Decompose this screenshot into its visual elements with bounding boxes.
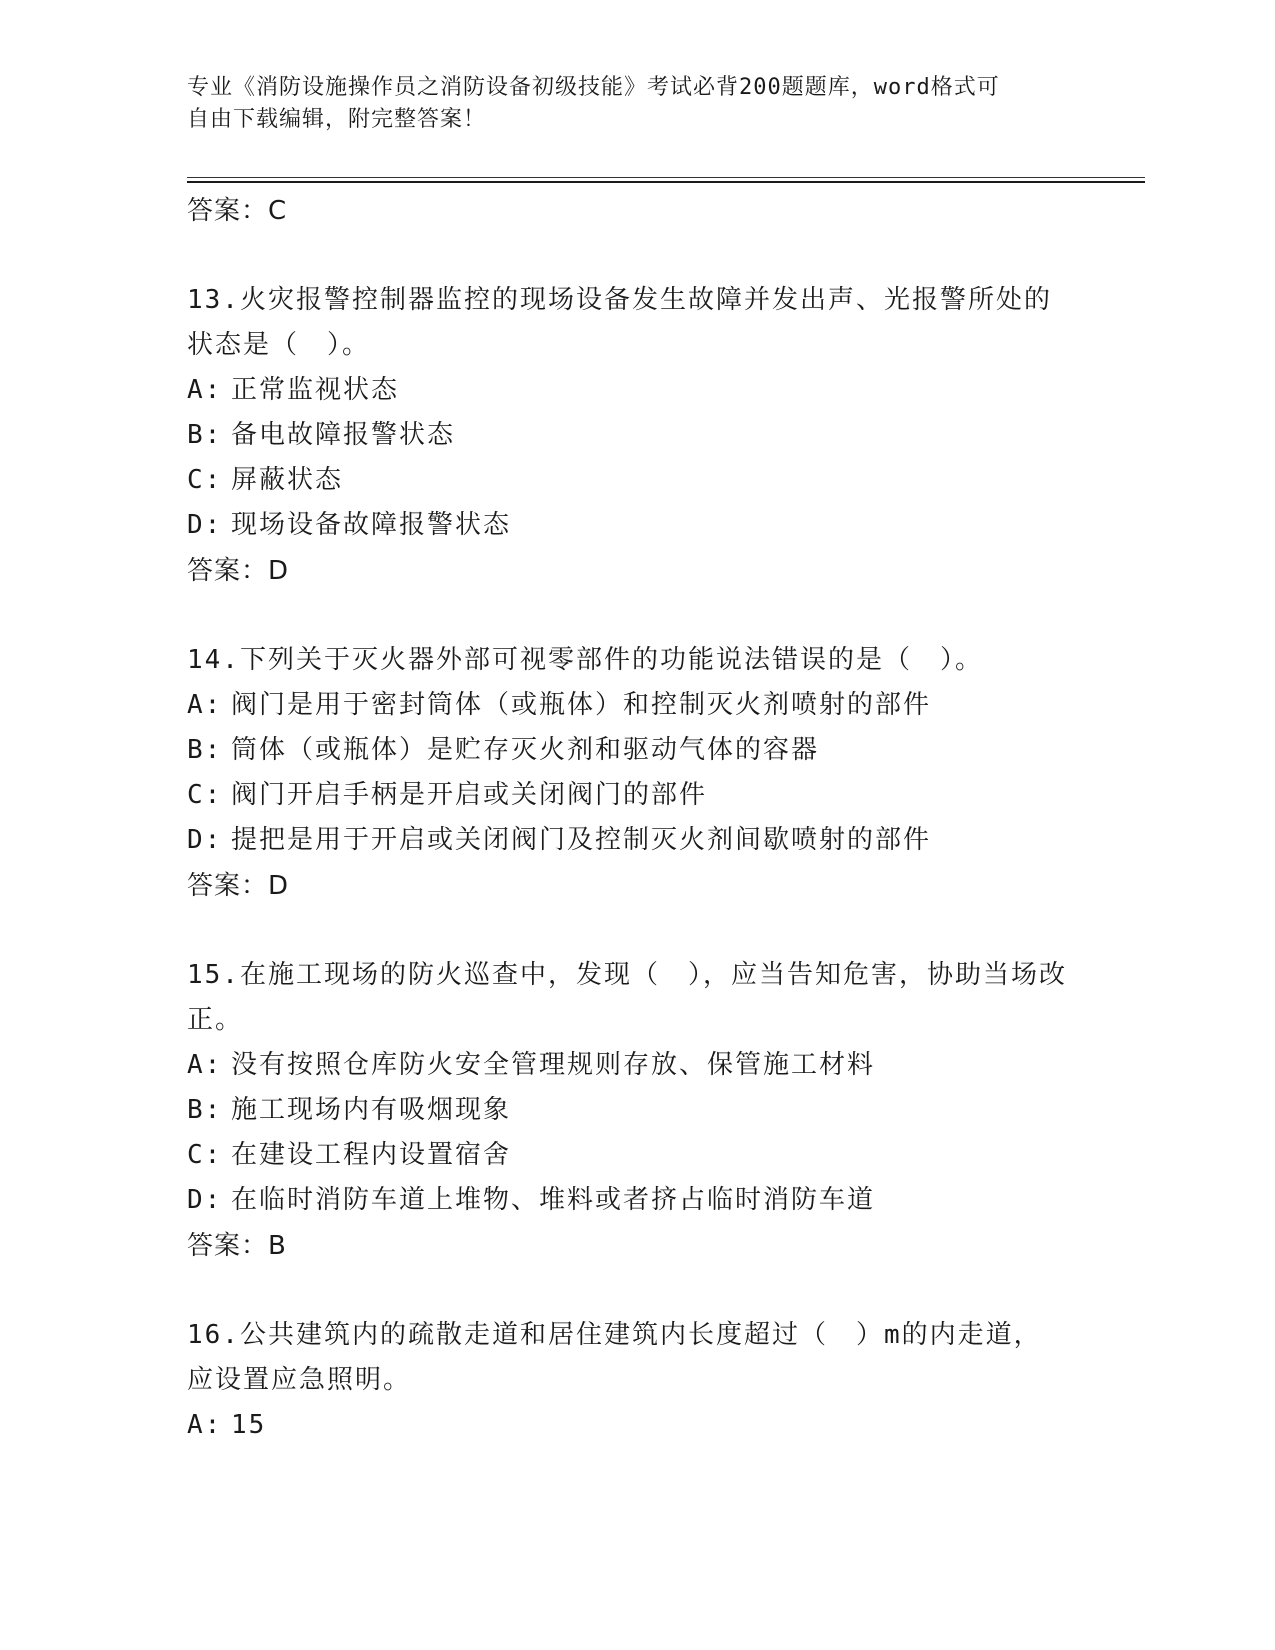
option-label: C: [187, 1140, 223, 1170]
header-title-line-1: 专业《消防设施操作员之消防设备初级技能》考试必背200题题库，word格式可 [187, 75, 1000, 100]
option-text: 阀门开启手柄是开启或关闭阀门的部件 [231, 780, 708, 810]
option-text: 15 [231, 1410, 267, 1440]
question-list [187, 188, 1087, 1448]
answer-value: C [268, 196, 288, 226]
option-c [187, 458, 1087, 503]
answer-line [187, 548, 1087, 594]
option-text: 在建设工程内设置宿舍 [231, 1140, 512, 1170]
option-a [187, 1043, 1087, 1088]
question-15 [187, 953, 1087, 1269]
option-label: C: [187, 465, 223, 495]
answer-line [187, 1223, 1087, 1269]
answer-prefix: 答案： [187, 1231, 269, 1261]
option-label: D: [187, 825, 223, 855]
option-d [187, 503, 1087, 548]
question-16 [187, 1313, 1087, 1448]
option-text: 没有按照仓库防火安全管理规则存放、保管施工材料 [231, 1050, 876, 1080]
answer-prefix: 答案： [187, 556, 269, 586]
option-label: A: [187, 375, 223, 405]
question-13 [187, 278, 1087, 594]
option-label: B: [187, 420, 223, 450]
option-label: A: [187, 1410, 223, 1440]
option-d [187, 818, 1087, 863]
option-text: 在临时消防车道上堆物、堆料或者挤占临时消防车道 [231, 1185, 876, 1215]
option-d [187, 1178, 1087, 1223]
document-header [187, 72, 1067, 136]
answer-value: D [268, 871, 290, 901]
answer-value: B [268, 1231, 287, 1261]
question-stem: 14.下列关于灭火器外部可视零部件的功能说法错误的是（ ）。 [187, 645, 983, 675]
option-label: A: [187, 1050, 223, 1080]
option-b [187, 1088, 1087, 1133]
answer-line-q12 [187, 188, 1087, 234]
option-text: 提把是用于开启或关闭阀门及控制灭火剂间歇喷射的部件 [231, 825, 932, 855]
option-label: B: [187, 1095, 223, 1125]
option-c [187, 1133, 1087, 1178]
option-text: 屏蔽状态 [231, 465, 344, 495]
option-text: 现场设备故障报警状态 [231, 510, 512, 540]
question-stem: 16.公共建筑内的疏散走道和居住建筑内长度超过（ ）m的内走道，应设置应急照明。 [187, 1320, 1042, 1395]
question-stem: 15.在施工现场的防火巡查中，发现（ ），应当告知危害，协助当场改正。 [187, 960, 1067, 1035]
option-b [187, 728, 1087, 773]
answer-line [187, 863, 1087, 909]
header-title-line-2: 自由下载编辑，附完整答案！ [187, 107, 487, 132]
option-label: A: [187, 690, 223, 720]
option-label: C: [187, 780, 223, 810]
option-text: 阀门是用于密封筒体（或瓶体）和控制灭火剂喷射的部件 [231, 690, 932, 720]
option-text: 正常监视状态 [231, 375, 400, 405]
answer-prefix: 答案： [187, 196, 269, 226]
option-a [187, 1403, 1087, 1448]
answer-value: D [268, 556, 290, 586]
option-a [187, 683, 1087, 728]
option-b [187, 413, 1087, 458]
option-text: 筒体（或瓶体）是贮存灭火剂和驱动气体的容器 [231, 735, 820, 765]
question-14 [187, 638, 1087, 909]
option-label: B: [187, 735, 223, 765]
question-stem: 13.火灾报警控制器监控的现场设备发生故障并发出声、光报警所处的状态是（ ）。 [187, 285, 1052, 360]
option-c [187, 773, 1087, 818]
answer-prefix: 答案： [187, 871, 269, 901]
header-divider-thin [187, 177, 1145, 178]
option-text: 施工现场内有吸烟现象 [231, 1095, 512, 1125]
option-a [187, 368, 1087, 413]
option-label: D: [187, 510, 223, 540]
header-divider-thick [187, 181, 1145, 183]
option-label: D: [187, 1185, 223, 1215]
option-text: 备电故障报警状态 [231, 420, 456, 450]
